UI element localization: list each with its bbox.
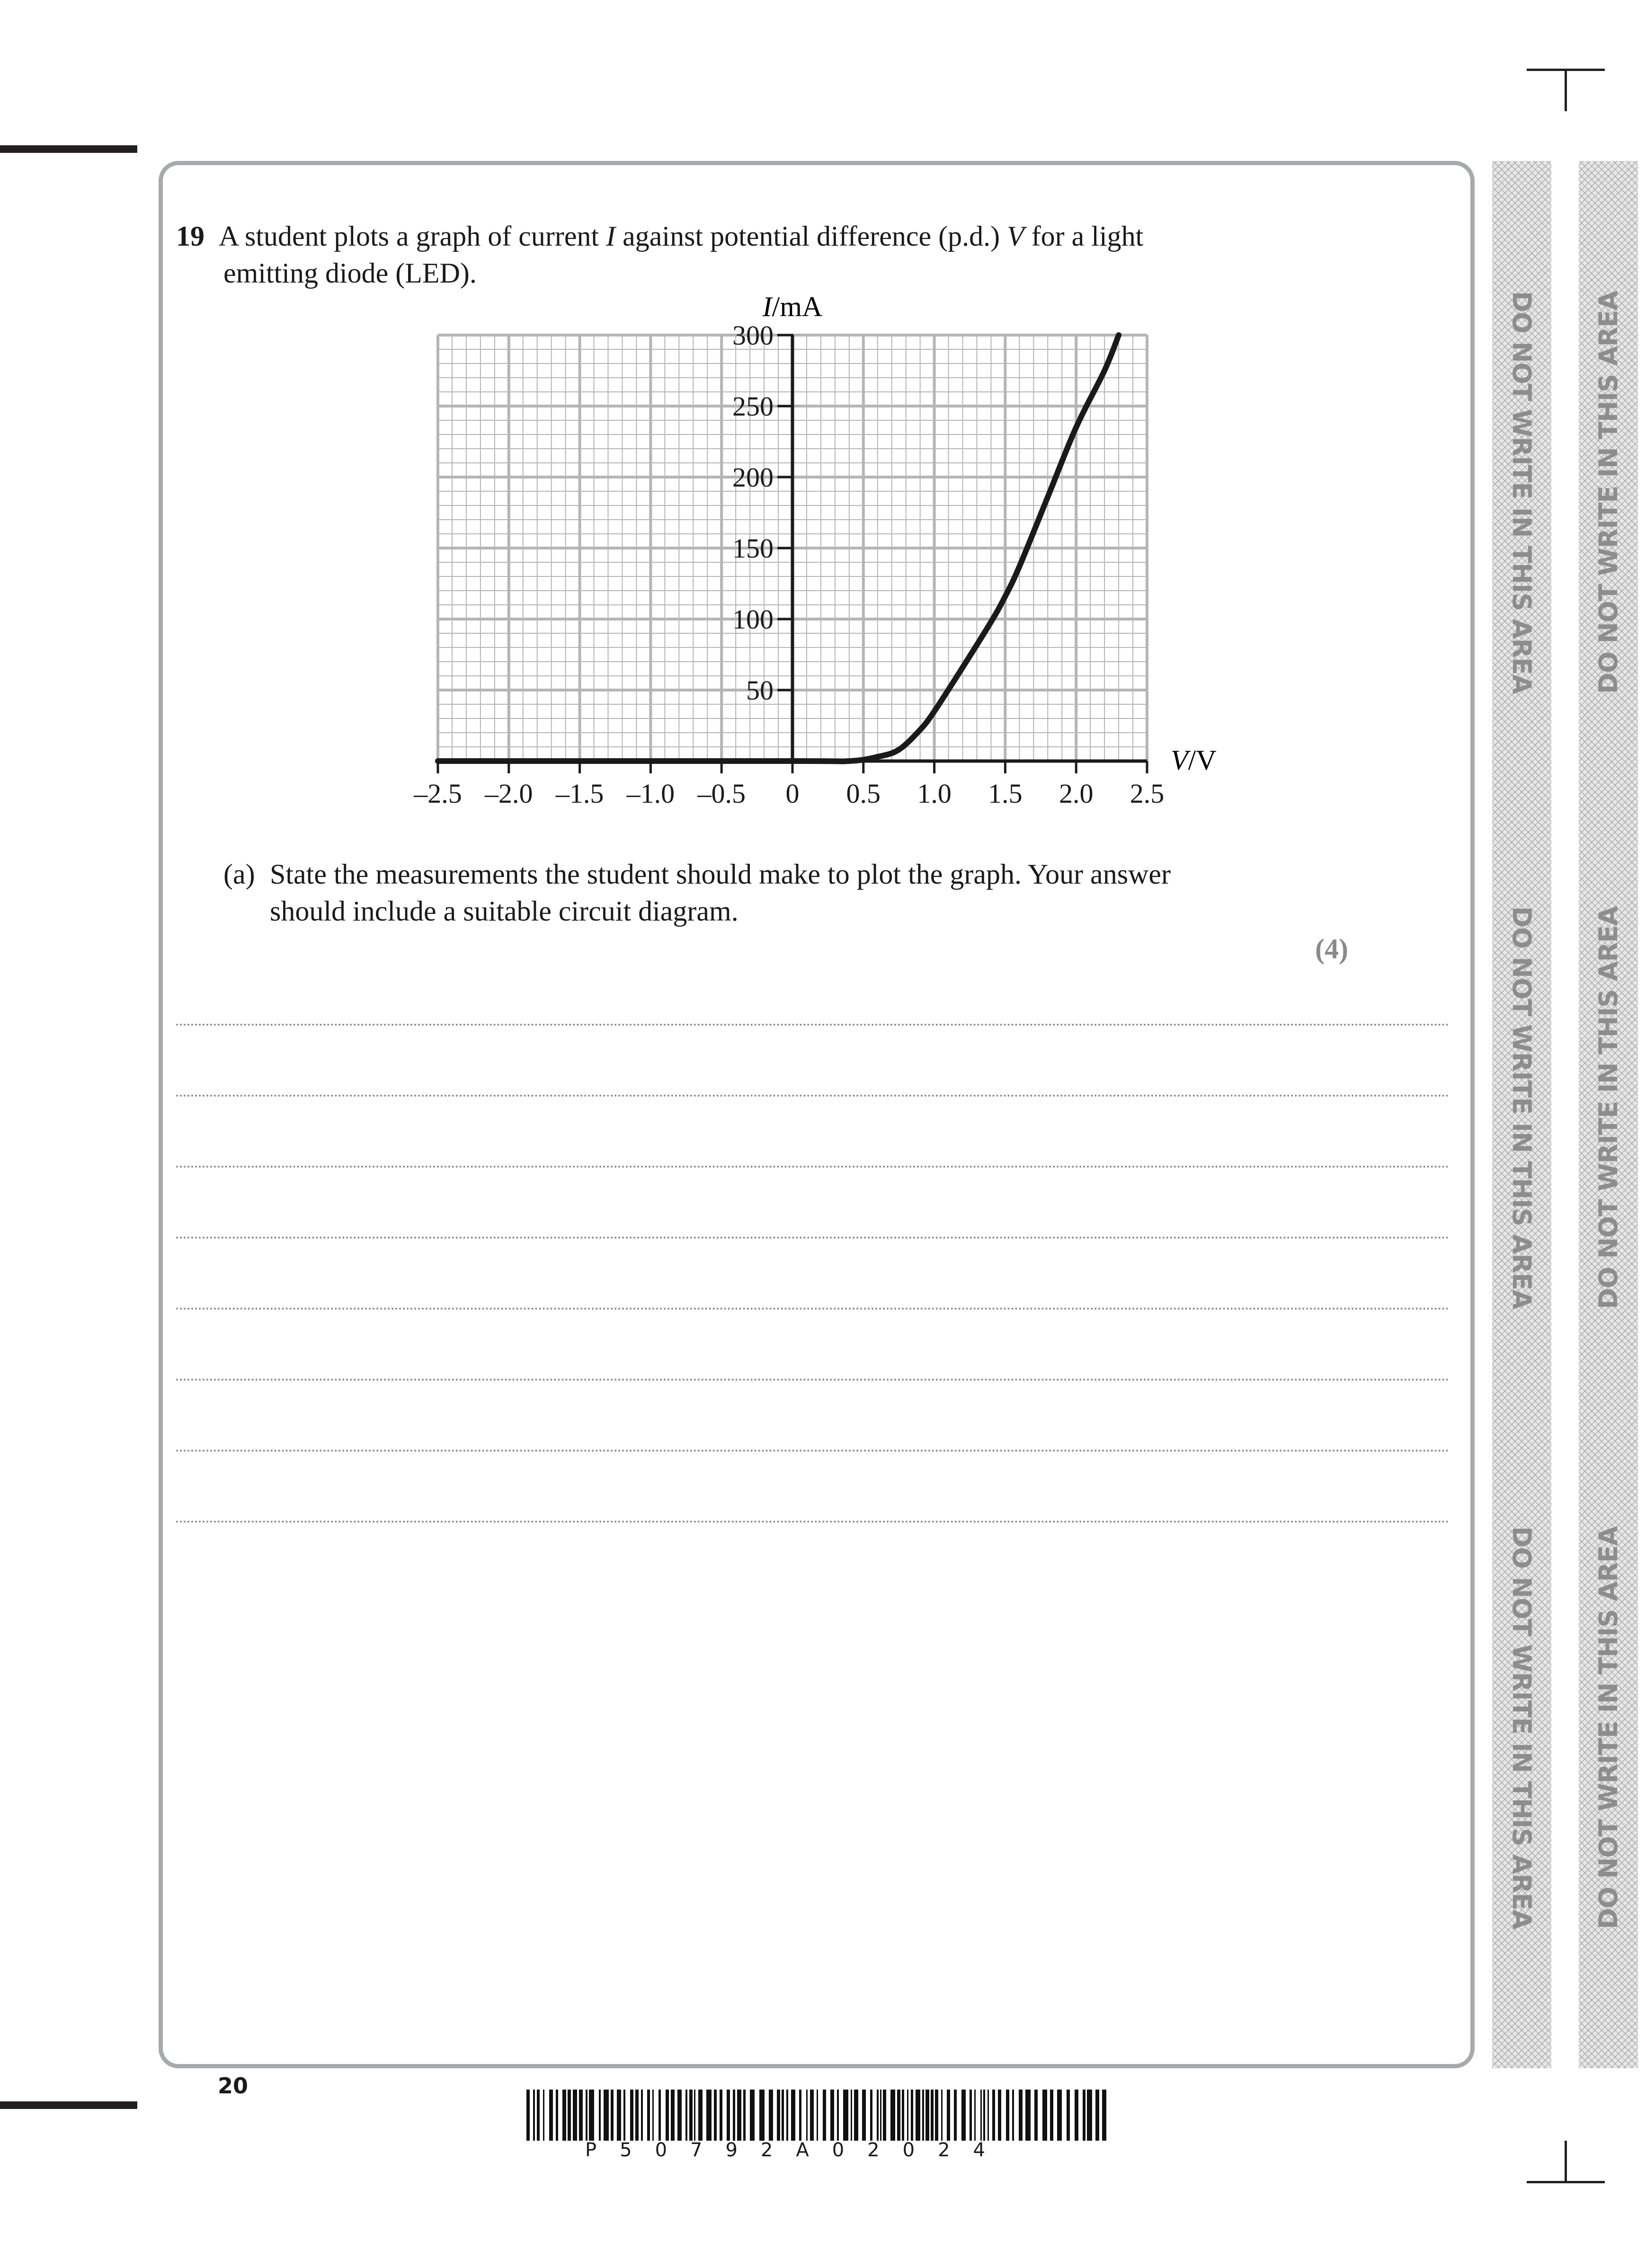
y-tick-label: 50	[746, 675, 774, 706]
warning-outer-2: DO NOT WRITE IN THIS AREA	[1593, 906, 1624, 1309]
barcode-bar	[698, 2090, 703, 2141]
y-axis-label	[762, 291, 823, 322]
barcode-bar	[837, 2090, 839, 2141]
y-tick-label: 200	[732, 462, 774, 493]
barcode-bar	[830, 2090, 834, 2141]
barcode-bar	[954, 2090, 957, 2141]
barcode-bar	[897, 2090, 900, 2141]
barcode-bar	[1057, 2090, 1062, 2141]
barcode-bar	[877, 2090, 879, 2141]
barcode-bar	[573, 2090, 577, 2141]
barcode-bar	[549, 2090, 553, 2141]
barcode-bar	[854, 2090, 858, 2141]
barcode-bar	[641, 2090, 643, 2141]
barcode-bar	[1067, 2090, 1070, 2141]
y-axis-unit: /mA	[772, 291, 823, 322]
x-axis-symbol: V	[1171, 744, 1188, 776]
warning-inner-2: DO NOT WRITE IN THIS AREA	[1507, 906, 1537, 1309]
answer-line-1[interactable]	[176, 1024, 1450, 1026]
x-tick-label: 1.5	[988, 778, 1023, 809]
left-margin-bar-bottom	[0, 2101, 137, 2109]
x-tick-label: 0.5	[846, 778, 881, 809]
barcode-bar	[533, 2090, 535, 2141]
page-number: 20	[218, 2073, 249, 2099]
barcode-bar	[1025, 2090, 1031, 2141]
part-a-line1: State the measurements the student should make to plot the graph. Your answer	[270, 859, 1171, 890]
part-a-marks: (4)	[1315, 933, 1348, 965]
barcode-bar	[1087, 2090, 1092, 2141]
barcode-bar	[974, 2090, 976, 2141]
barcode-bar	[988, 2090, 989, 2141]
crop-mark-bottom-v	[1565, 2141, 1567, 2183]
barcode-bar	[810, 2090, 814, 2141]
barcode-bar	[556, 2090, 558, 2141]
y-tick-label: 300	[732, 320, 774, 351]
barcode-bar	[623, 2090, 625, 2141]
barcode-bar	[862, 2090, 866, 2141]
answer-line-5[interactable]	[176, 1308, 1450, 1310]
barcode-bar	[526, 2090, 530, 2141]
barcode-bar	[685, 2090, 687, 2141]
warning-outer-3: DO NOT WRITE IN THIS AREA	[1593, 1526, 1624, 1929]
barcode-bar	[970, 2090, 972, 2141]
barcode-bar	[799, 2090, 801, 2141]
barcode-bar	[611, 2090, 614, 2141]
barcode-bar	[925, 2090, 929, 2141]
answer-line-8[interactable]	[176, 1521, 1450, 1523]
barcode-bar	[1034, 2090, 1038, 2141]
barcode-bar	[998, 2090, 1001, 2141]
y-tick-label: 150	[732, 533, 774, 564]
barcode-bar	[1095, 2090, 1099, 2141]
barcode-bar	[568, 2090, 571, 2141]
barcode-bar	[843, 2090, 848, 2141]
barcode-bar	[647, 2090, 650, 2141]
barcode-bar	[562, 2090, 566, 2141]
answer-line-3[interactable]	[176, 1166, 1450, 1168]
barcode-bar	[759, 2090, 765, 2141]
barcode-bar	[782, 2090, 784, 2141]
x-tick-label: 2.0	[1059, 778, 1094, 809]
barcode-bar	[604, 2090, 609, 2141]
barcode-bar	[880, 2090, 881, 2141]
barcode-bar	[983, 2090, 985, 2141]
barcode-bar	[922, 2090, 924, 2141]
x-tick-label: 2.5	[1130, 778, 1165, 809]
barcode-bar	[902, 2090, 904, 2141]
y-axis-symbol: I	[762, 291, 772, 322]
question-number: 19	[176, 221, 205, 252]
x-tick-label: –1.5	[555, 778, 604, 809]
barcode	[526, 2090, 1113, 2144]
answer-line-4[interactable]	[176, 1237, 1450, 1239]
x-tick-labels	[413, 778, 1164, 809]
barcode-bar	[1019, 2090, 1023, 2141]
warning-inner-3: DO NOT WRITE IN THIS AREA	[1507, 1526, 1537, 1929]
x-tick-label: –2.5	[414, 778, 462, 809]
barcode-bar	[630, 2090, 633, 2141]
barcode-bar	[931, 2090, 934, 2141]
part-a-label: (a)	[223, 859, 255, 890]
barcode-bar	[1102, 2090, 1106, 2141]
warning-inner-1: DO NOT WRITE IN THIS AREA	[1507, 291, 1537, 694]
barcode-bar	[1006, 2090, 1009, 2141]
barcode-bar	[1042, 2090, 1047, 2141]
barcode-bar	[586, 2090, 587, 2141]
barcode-bar	[911, 2090, 913, 2141]
answer-line-6[interactable]	[176, 1379, 1450, 1381]
barcode-bar	[543, 2090, 544, 2141]
barcode-bar	[666, 2090, 669, 2141]
barcode-bar	[786, 2090, 788, 2141]
x-tick-label: –1.0	[626, 778, 675, 809]
barcode-bar	[635, 2090, 639, 2141]
barcode-bar	[750, 2090, 755, 2141]
barcode-bar	[652, 2090, 654, 2141]
barcode-bar	[727, 2090, 730, 2141]
barcode-bar	[791, 2090, 795, 2141]
barcode-bar	[777, 2090, 780, 2141]
x-tick-label: 1.0	[917, 778, 952, 809]
barcode-bar	[706, 2090, 712, 2141]
iv-graph	[0, 0, 1646, 852]
barcode-bar	[980, 2090, 982, 2141]
barcode-bar	[890, 2090, 895, 2141]
answer-line-2[interactable]	[176, 1095, 1450, 1097]
question-intro-line1: 19 A student plots a graph of current I against potential difference (p.d.) V for a light	[176, 221, 1144, 252]
barcode-bar	[733, 2090, 735, 2141]
barcode-bar	[870, 2090, 872, 2141]
part-a-line2: should include a suitable circuit diagram.	[270, 895, 738, 927]
barcode-text: P50792A02024	[585, 2139, 1008, 2161]
barcode-bar	[769, 2090, 773, 2141]
barcode-bar	[947, 2090, 950, 2141]
barcode-bar	[1083, 2090, 1085, 2141]
barcode-bar	[743, 2090, 746, 2141]
barcode-bar	[589, 2090, 594, 2141]
barcode-bar	[1050, 2090, 1053, 2141]
y-tick-label: 250	[732, 391, 774, 422]
barcode-bar	[806, 2090, 808, 2141]
x-axis-unit: /V	[1188, 744, 1217, 776]
barcode-bar	[694, 2090, 695, 2141]
barcode-bar	[737, 2090, 741, 2141]
barcode-bar	[579, 2090, 583, 2141]
y-tick-label: 100	[732, 604, 774, 635]
barcode-bar	[916, 2090, 920, 2141]
barcode-bar	[823, 2090, 826, 2141]
barcode-bar	[992, 2090, 995, 2141]
barcode-bar	[599, 2090, 601, 2141]
barcode-bar	[720, 2090, 722, 2141]
barcode-bar	[941, 2090, 943, 2141]
barcode-bar	[671, 2090, 675, 2141]
barcode-bar	[658, 2090, 661, 2141]
x-tick-label: –0.5	[697, 778, 746, 809]
answer-line-7[interactable]	[176, 1450, 1450, 1452]
question-intro-line2: emitting diode (LED).	[223, 257, 477, 289]
barcode-bar	[537, 2090, 540, 2141]
barcode-bar	[1012, 2090, 1014, 2141]
barcode-bar	[961, 2090, 966, 2141]
warning-outer-1: DO NOT WRITE IN THIS AREA	[1593, 291, 1624, 694]
barcode-bar	[677, 2090, 682, 2141]
barcode-bar	[689, 2090, 693, 2141]
barcode-bar	[935, 2090, 938, 2141]
x-axis-label	[1171, 744, 1217, 776]
x-tick-label: 0	[785, 778, 800, 809]
barcode-bar	[817, 2090, 818, 2141]
graph-axes	[438, 335, 1147, 773]
barcode-bar	[907, 2090, 908, 2141]
barcode-bar	[851, 2090, 852, 2141]
barcode-bar	[1075, 2090, 1078, 2141]
barcode-bar	[883, 2090, 886, 2141]
x-tick-label: –2.0	[485, 778, 533, 809]
barcode-bar	[617, 2090, 621, 2141]
barcode-bar	[714, 2090, 717, 2141]
